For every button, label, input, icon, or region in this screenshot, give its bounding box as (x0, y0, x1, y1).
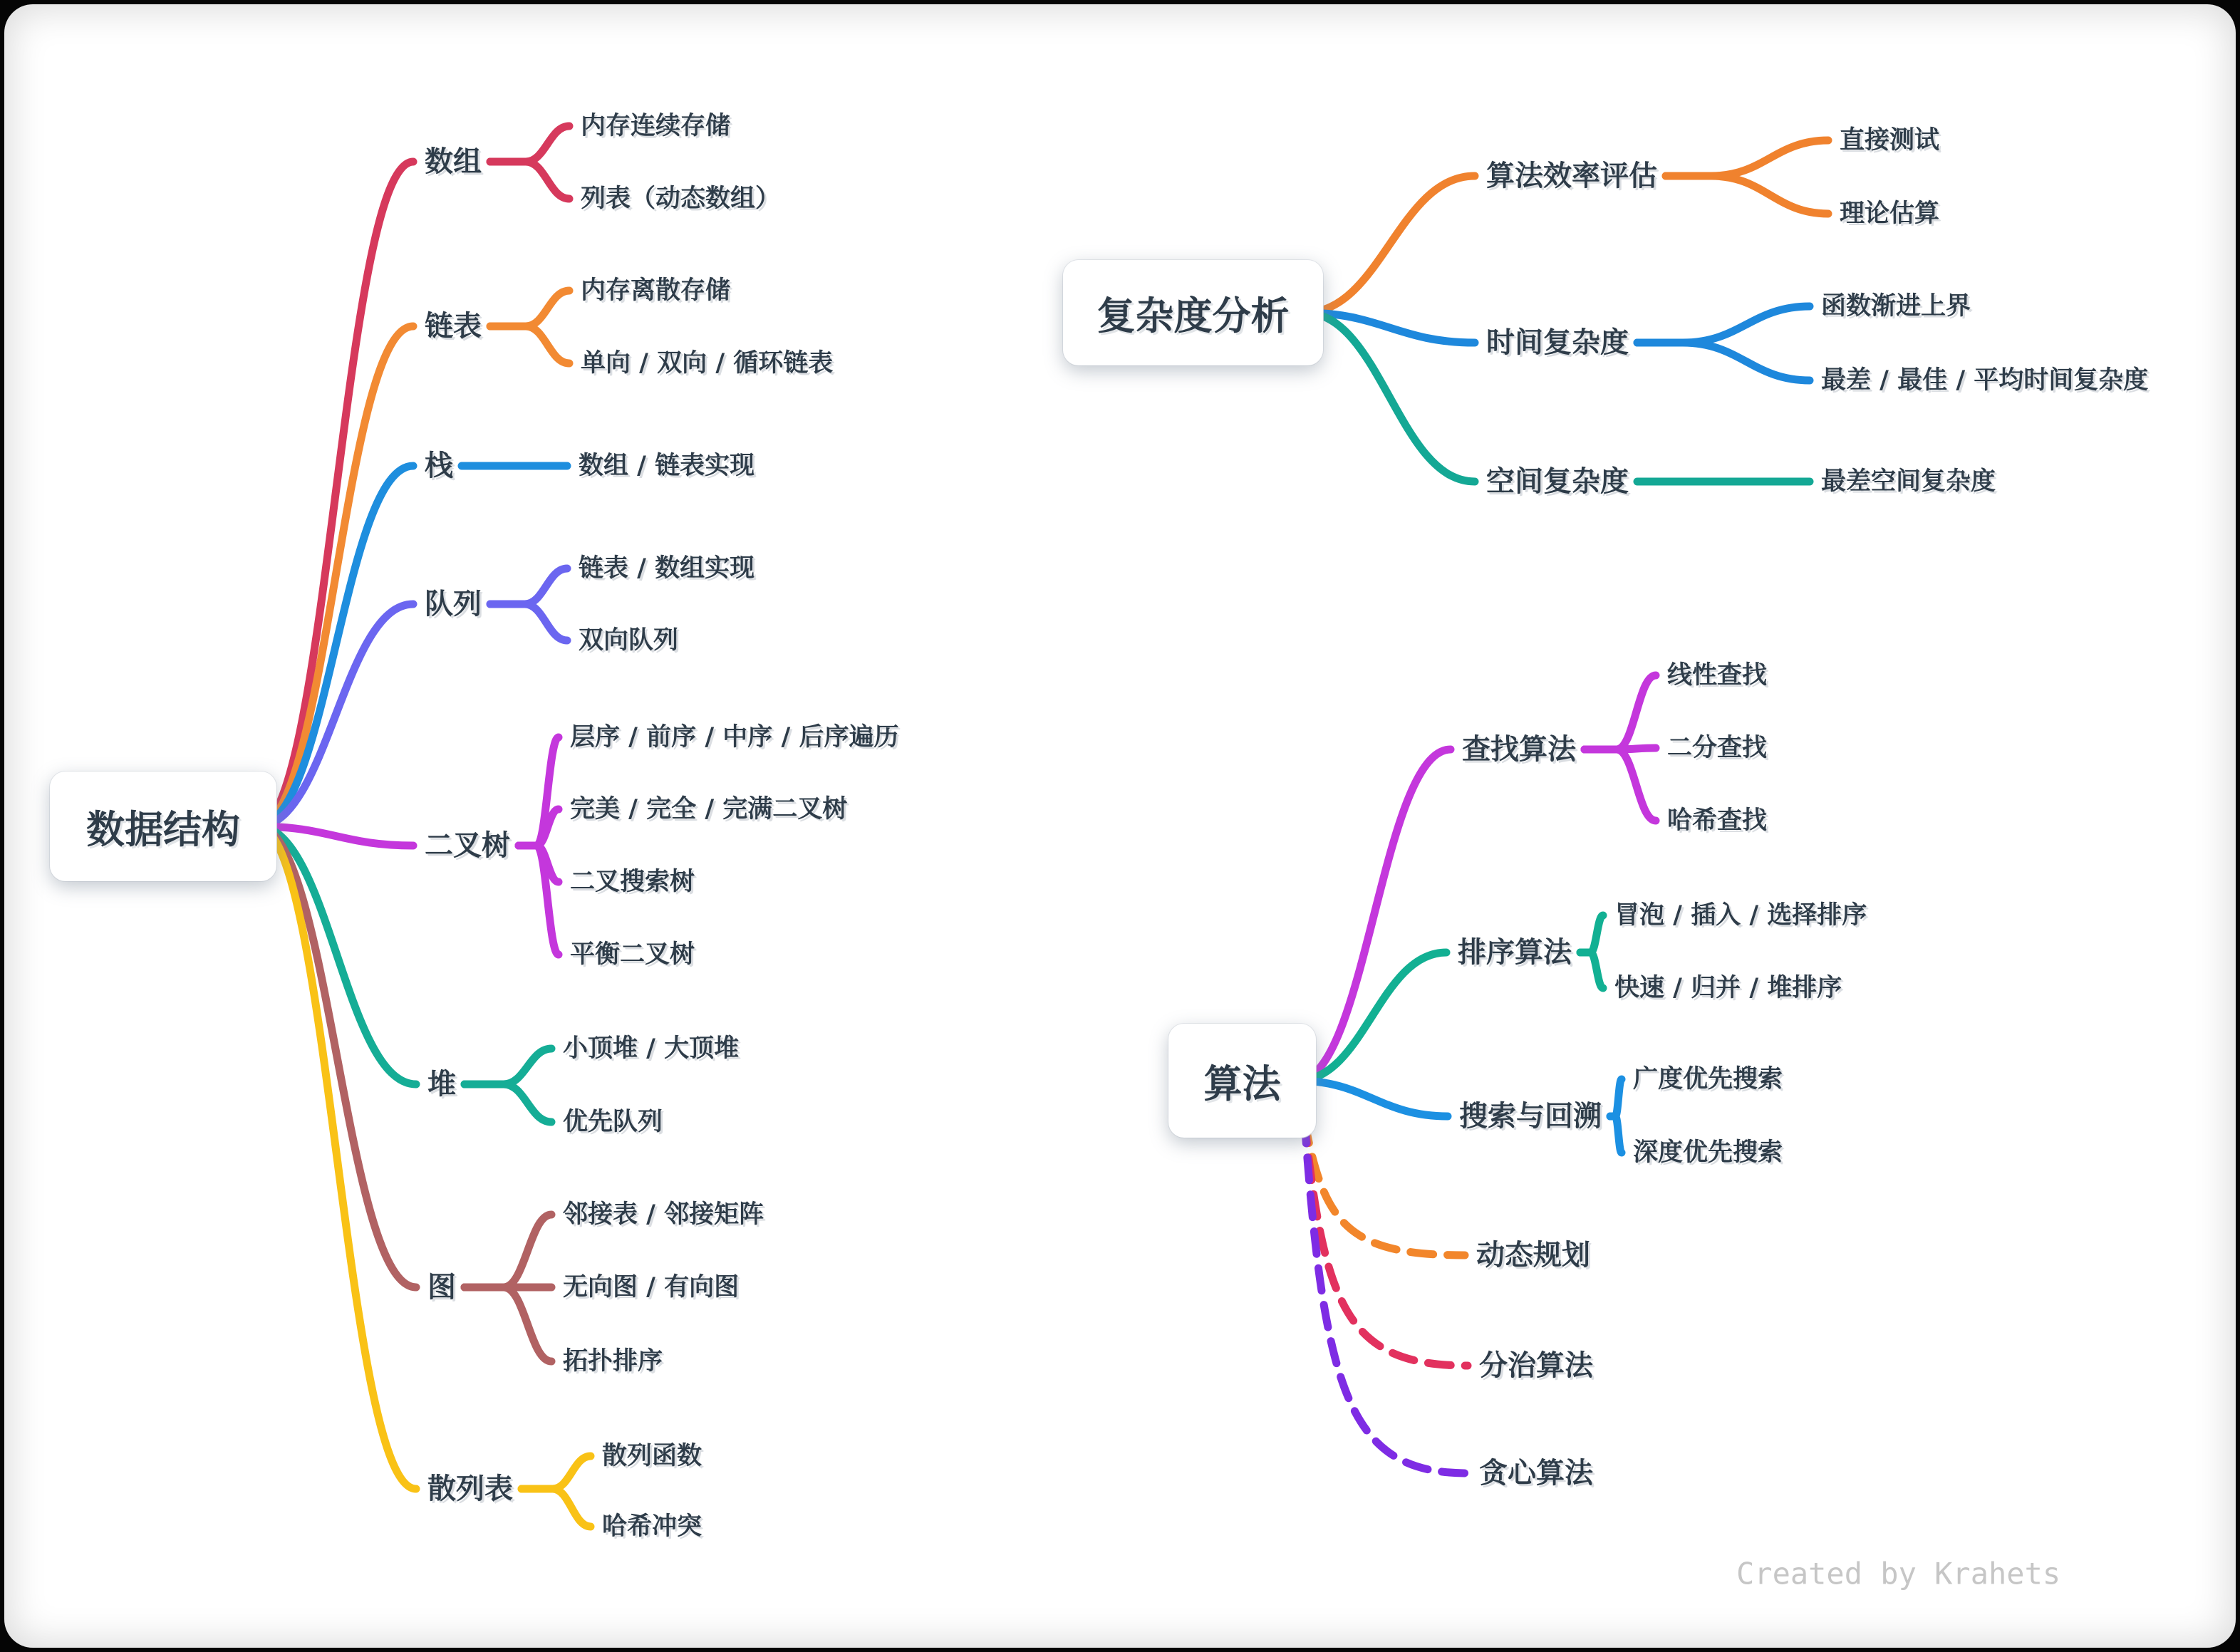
leaf-node: 散列函数 (602, 1441, 702, 1470)
leaf-node: 完美 / 完全 / 完满二叉树 (570, 794, 848, 824)
node-dynamic-programming: 动态规划 (1476, 1239, 1590, 1272)
leaf-node: 数组 / 链表实现 (579, 451, 755, 480)
node-heap: 堆 (427, 1068, 456, 1101)
node-linked-list: 链表 (425, 310, 482, 343)
leaf-node: 哈希冲突 (602, 1512, 702, 1541)
leaf-node: 函数渐进上界 (1821, 291, 1971, 321)
leaf-node: 二分查找 (1667, 733, 1768, 762)
node-binary-tree: 二叉树 (425, 829, 510, 862)
leaf-node: 理论估算 (1840, 199, 1940, 228)
leaf-node: 直接测试 (1840, 125, 1940, 155)
leaf-node: 链表 / 数组实现 (579, 554, 755, 583)
node-searching-algorithms: 查找算法 (1462, 733, 1576, 766)
leaf-node: 内存离散存储 (581, 276, 731, 305)
node-queue: 队列 (425, 588, 482, 620)
leaf-node: 小顶堆 / 大顶堆 (563, 1034, 740, 1063)
node-graph: 图 (427, 1271, 456, 1304)
node-space-complexity: 空间复杂度 (1486, 465, 1629, 498)
leaf-node: 优先队列 (563, 1107, 663, 1136)
leaf-node: 最差空间复杂度 (1821, 467, 1996, 496)
leaf-node: 双向队列 (579, 625, 679, 655)
leaf-node: 内存连续存储 (581, 111, 731, 140)
node-stack: 栈 (425, 450, 453, 482)
node-hash-table: 散列表 (427, 1472, 513, 1505)
node-search-and-backtracking: 搜索与回溯 (1459, 1100, 1602, 1133)
leaf-node: 层序 / 前序 / 中序 / 后序遍历 (570, 722, 899, 752)
leaf-node: 哈希查找 (1667, 806, 1768, 835)
node-greedy-algorithm: 贪心算法 (1479, 1457, 1593, 1490)
node-sorting-algorithms: 排序算法 (1458, 936, 1572, 969)
node-array: 数组 (425, 145, 482, 178)
data-structures-root-label: 数据结构 (86, 806, 240, 852)
leaf-node: 二叉搜索树 (570, 867, 695, 896)
leaf-node: 冒泡 / 插入 / 选择排序 (1614, 900, 1867, 930)
credit-text: Created by Krahets (1736, 1556, 2061, 1591)
leaf-node: 无向图 / 有向图 (563, 1272, 740, 1302)
leaf-node: 拓扑排序 (563, 1346, 663, 1376)
leaf-node: 线性查找 (1667, 660, 1768, 690)
leaf-node: 列表（动态数组） (581, 184, 781, 213)
node-time-complexity: 时间复杂度 (1486, 326, 1629, 359)
leaf-node: 单向 / 双向 / 循环链表 (581, 348, 834, 378)
node-divide-and-conquer: 分治算法 (1479, 1349, 1593, 1382)
leaf-node: 最差 / 最佳 / 平均时间复杂度 (1821, 365, 2149, 395)
data-structures-root-node (50, 772, 276, 881)
leaf-node: 平衡二叉树 (570, 940, 695, 969)
node-efficiency-evaluation: 算法效率评估 (1486, 160, 1657, 192)
leaf-node: 快速 / 归并 / 堆排序 (1614, 973, 1842, 1002)
leaf-node: 深度优先搜索 (1633, 1138, 1783, 1167)
complexity-analysis-root-label: 复杂度分析 (1096, 293, 1290, 338)
algorithms-root-label: 算法 (1203, 1061, 1281, 1106)
leaf-node: 邻接表 / 邻接矩阵 (563, 1200, 764, 1229)
algorithms-root-node (1168, 1024, 1316, 1138)
complexity-analysis-root-node (1063, 260, 1323, 365)
leaf-node: 广度优先搜索 (1633, 1064, 1783, 1093)
